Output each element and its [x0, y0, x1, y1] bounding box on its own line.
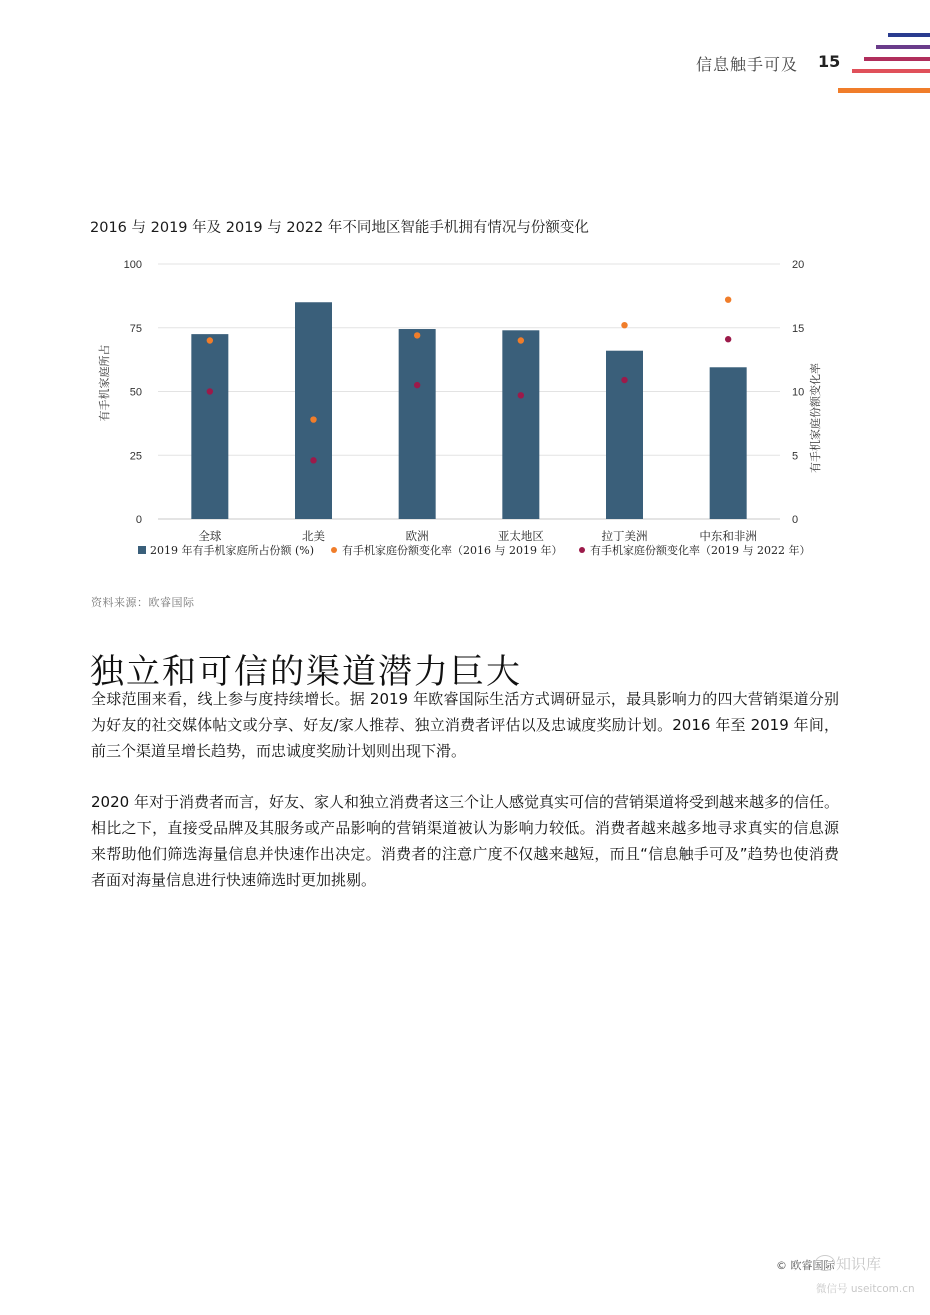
left-tick-label: 25 [129, 450, 142, 463]
grid-lines [158, 264, 780, 519]
chart-legend [138, 543, 810, 557]
bar [399, 329, 436, 519]
dot-2019-2022 [621, 377, 627, 383]
right-axis-ticks [792, 259, 804, 526]
category-label: 欧洲 [405, 529, 429, 543]
bar [710, 367, 747, 519]
category-label: 拉丁美洲 [601, 529, 648, 543]
category-label: 北美 [302, 529, 325, 543]
stripe-4 [852, 69, 930, 73]
left-axis-ticks [124, 259, 142, 526]
legend-label: 有手机家庭份额变化率（2016 与 2019 年） [342, 544, 563, 557]
right-axis-label: 有手机家庭份额变化率 [809, 363, 822, 473]
dot-2016-2019 [310, 416, 316, 422]
left-tick-label: 50 [129, 386, 142, 399]
legend-swatch-2016-2019 [331, 547, 337, 553]
footer-copyright: © 欧睿国际 [776, 1259, 835, 1272]
wechat-icon [815, 1255, 835, 1271]
smartphone-share-chart [90, 248, 840, 566]
left-tick-label: 0 [135, 514, 142, 526]
brand-stripes-logo [836, 33, 930, 95]
dot-2016-2019 [207, 337, 213, 343]
bars [191, 302, 746, 519]
page-number: 15 [818, 52, 841, 71]
legend-label: 2019 年有手机家庭所占份额 (%) [150, 544, 315, 557]
legend-label: 有手机家庭份额变化率（2019 与 2022 年） [590, 544, 811, 557]
stripe-2 [876, 45, 930, 49]
dot-2016-2019 [414, 332, 420, 338]
right-tick-label: 15 [792, 322, 805, 335]
left-tick-label: 100 [123, 259, 142, 271]
category-label: 亚太地区 [497, 529, 544, 543]
stripe-1 [888, 33, 930, 37]
dot-2016-2019 [725, 297, 731, 303]
bar [295, 302, 332, 519]
right-tick-label: 0 [792, 514, 799, 526]
category-label: 全球 [198, 529, 222, 543]
left-axis-label: 有手机家庭所占 [98, 344, 111, 422]
dot-2016-2019 [518, 337, 524, 343]
right-tick-label: 10 [792, 386, 805, 399]
dot-2019-2022 [414, 382, 420, 388]
left-tick-label: 75 [129, 322, 142, 335]
chart-title: 2016 与 2019 年及 2019 与 2022 年不同地区智能手机拥有情况与份额变化 [90, 220, 589, 236]
dot-2019-2022 [725, 336, 731, 342]
stripe-5 [838, 88, 930, 93]
stripe-3 [864, 57, 930, 61]
dot-2016-2019 [621, 322, 627, 328]
watermark-text: 知识库 [836, 1255, 882, 1273]
figure-source: 资料来源：欧睿国际 [91, 596, 195, 609]
dot-2019-2022 [207, 388, 213, 394]
dot-2019-2022 [518, 392, 524, 398]
section-title: 信息触手可及 [696, 55, 799, 74]
bar [502, 330, 539, 519]
legend-swatch-bar [138, 546, 146, 554]
watermark-subtext: 微信号 useitcom.cn [816, 1283, 915, 1295]
legend-swatch-2019-2022 [579, 547, 585, 553]
article-heading: 独立和可信的渠道潜力巨大 [90, 652, 522, 692]
category-label: 中东和非洲 [699, 529, 757, 543]
dot-2019-2022 [310, 457, 316, 463]
dots [207, 297, 732, 464]
bar [191, 334, 228, 519]
right-tick-label: 20 [792, 259, 805, 271]
bar [606, 351, 643, 519]
right-tick-label: 5 [792, 450, 799, 463]
category-labels [198, 529, 757, 543]
article-paragraph-1: 全球范围来看，线上参与度持续增长。据 2019 年欧睿国际生活方式调研显示，最具影响力的四大营销渠道分别为好友的社交媒体帖文或分享、好友/家人推荐、独立消费者评估以及忠诚度奖励计划。2016 年至 2019 年间，前三个渠道呈增长趋势，而忠诚度奖励计划则出现下滑。 [91, 690, 839, 760]
article-paragraph-2: 2020 年对于消费者而言，好友、家人和独立消费者这三个让人感觉真实可信的营销渠道将受到越来越多的信任。相比之下，直接受品牌及其服务或产品影响的营销渠道被认为影响力较低。消费者越来越多地寻求真实的信息源来帮助他们筛选海量信息并快速作出决定。消费者的注意广度不仅越来越短，而且“信息触手可及”趋势也使消费者面对海量信息进行快速筛选时更加挑剔。 [91, 793, 839, 889]
